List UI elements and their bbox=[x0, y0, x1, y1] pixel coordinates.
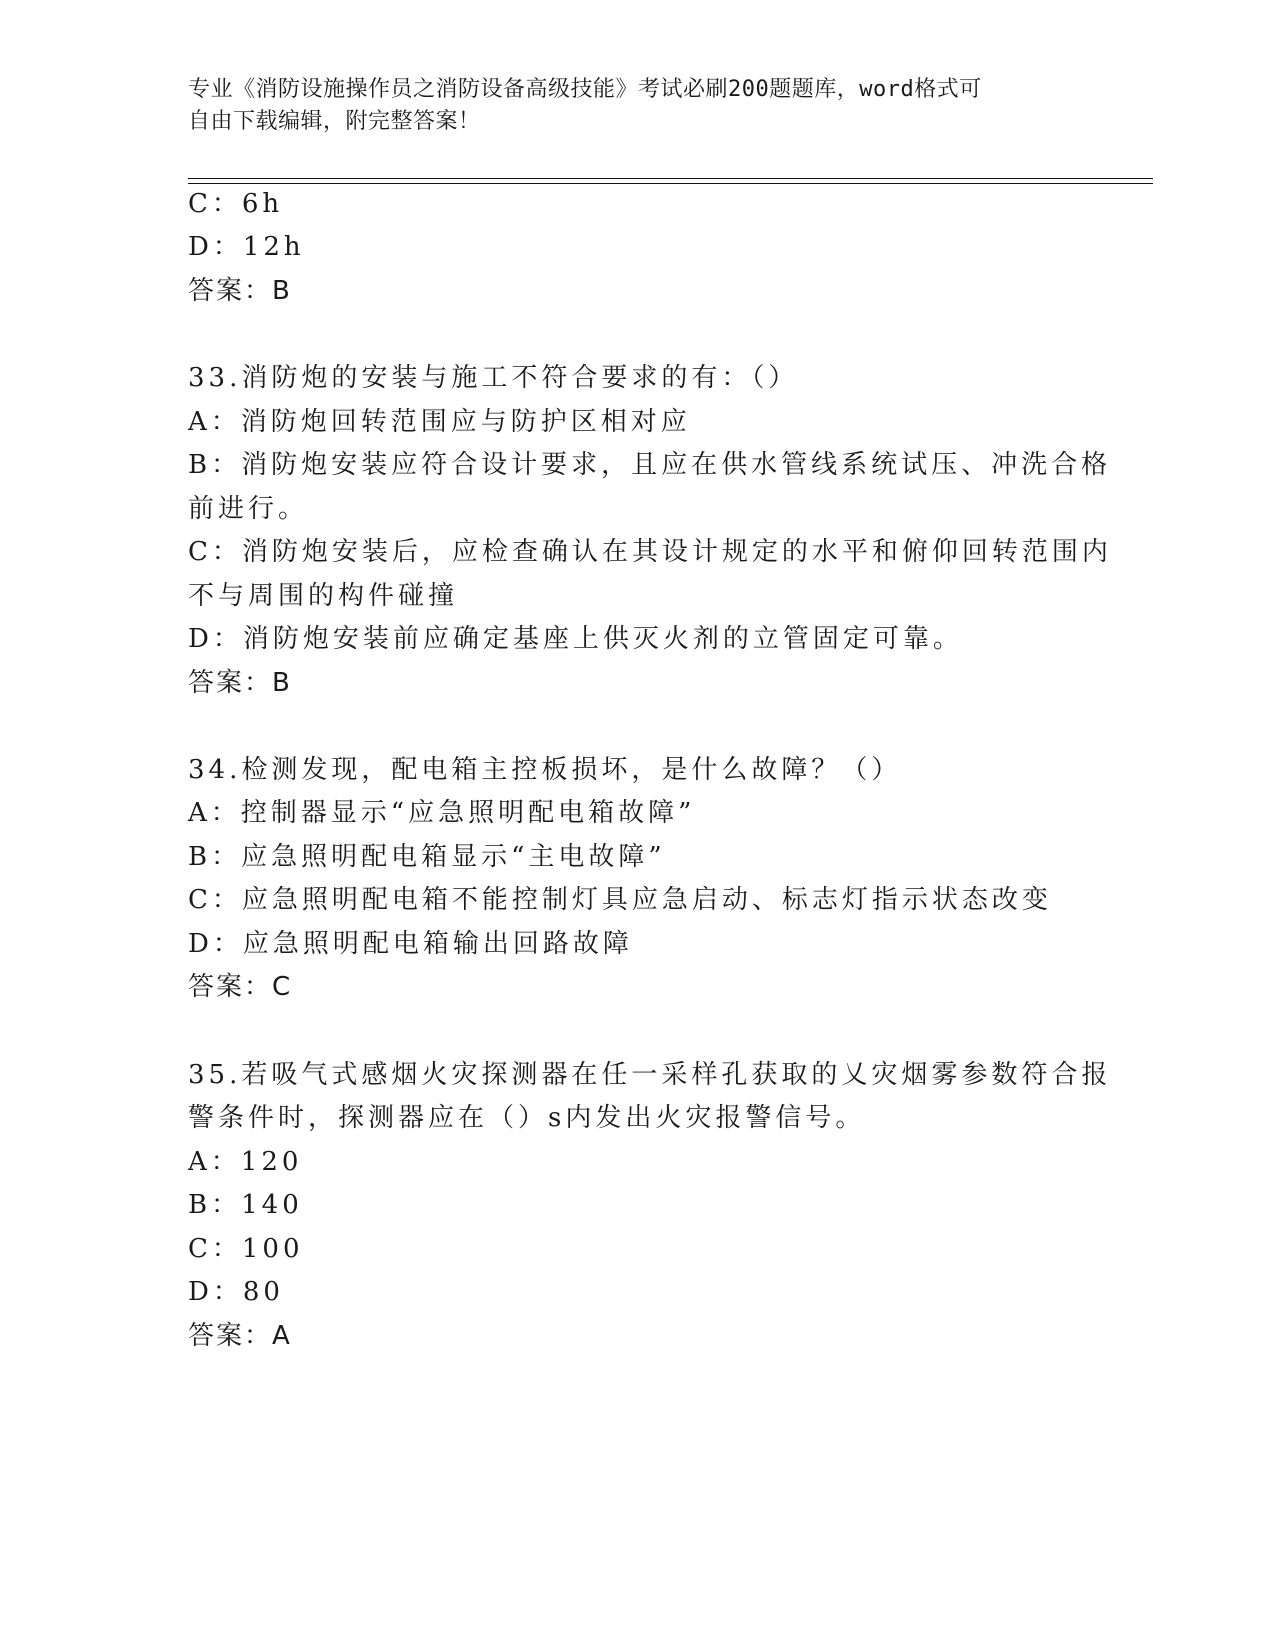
q35-option-b: B：140 bbox=[188, 1190, 303, 1220]
q33-option-c-line-1: C：消防炮安装后，应检查确认在其设计规定的水平和俯仰回转范围内 bbox=[188, 537, 1112, 567]
q33-option-d: D：消防炮安装前应确定基座上供灭火剂的立管固定可靠。 bbox=[188, 624, 963, 654]
q35-answer: 答案：A bbox=[188, 1321, 292, 1351]
q34-option-d: D：应急照明配电箱输出回路故障 bbox=[188, 929, 633, 959]
header-divider-bottom bbox=[188, 183, 1153, 184]
q35-option-d: D：80 bbox=[188, 1277, 284, 1307]
q33-stem: 33.消防炮的安装与施工不符合要求的有：（） bbox=[188, 363, 799, 393]
q34-option-c: C：应急照明配电箱不能控制灯具应急启动、标志灯指示状态改变 bbox=[188, 885, 1052, 915]
q35-option-c: C：100 bbox=[188, 1234, 304, 1264]
q33-answer: 答案：B bbox=[188, 668, 292, 698]
q34-stem: 34.检测发现，配电箱主控板损坏，是什么故障？（） bbox=[188, 755, 902, 785]
q33-option-b-line-2: 前进行。 bbox=[188, 494, 309, 524]
q33-option-a: A：消防炮回转范围应与防护区相对应 bbox=[188, 407, 691, 437]
q33-option-c-line-2: 不与周围的构件碰撞 bbox=[188, 581, 459, 611]
header-line-2: 自由下载编辑，附完整答案！ bbox=[188, 109, 481, 134]
q32-option-d: D：12h bbox=[188, 232, 305, 262]
q34-answer: 答案：C bbox=[188, 972, 293, 1002]
q35-stem-line-2: 警条件时，探测器应在（）s内发出火灾报警信号。 bbox=[188, 1103, 866, 1133]
q35-stem-line-1: 35.若吸气式感烟火灾探测器在任一采样孔获取的乂灾烟雾参数符合报 bbox=[188, 1060, 1112, 1090]
q33-option-b-line-1: B：消防炮安装应符合设计要求，且应在供水管线系统试压、冲洗合格 bbox=[188, 450, 1112, 480]
q35-option-a: A：120 bbox=[188, 1147, 303, 1177]
header-line-1: 专业《消防设施操作员之消防设备高级技能》考试必刷200题题库，word格式可 bbox=[188, 77, 982, 102]
document-header bbox=[188, 74, 1088, 138]
q32-answer: 答案：B bbox=[188, 276, 292, 306]
header-divider-top bbox=[188, 178, 1153, 179]
q32-option-c: C：6h bbox=[188, 189, 284, 219]
q34-option-a: A：控制器显示“应急照明配电箱故障” bbox=[188, 798, 696, 828]
q34-option-b: B：应急照明配电箱显示“主电故障” bbox=[188, 842, 666, 872]
